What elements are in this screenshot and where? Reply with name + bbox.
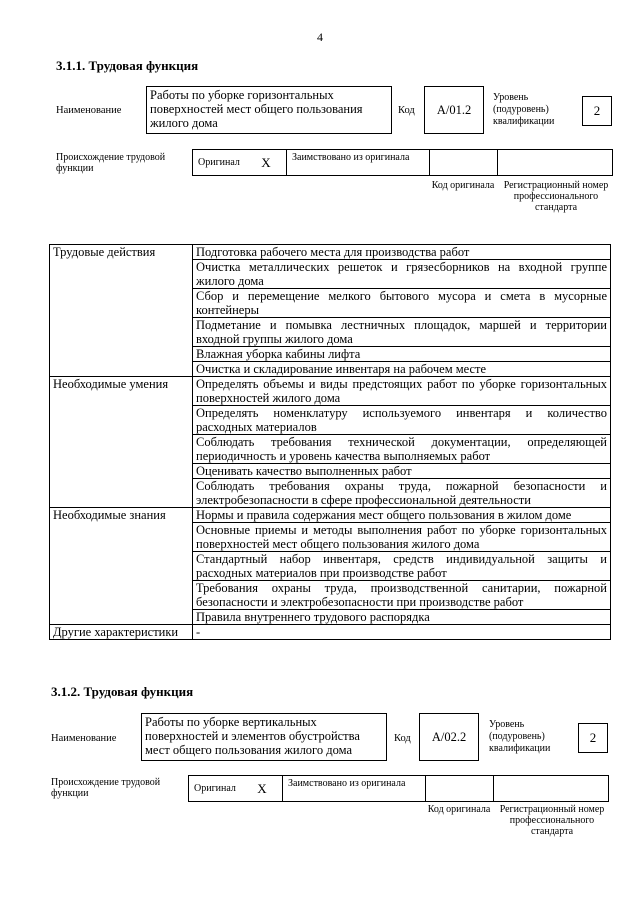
table-row [50,377,611,406]
table-row [50,508,611,523]
table-cell-item: Правила внутреннего трудового распорядка [193,610,611,625]
table-cell-item: Требования охраны труда, производственной санитарии, пожарной безопасности и электробезопасности при производстве работ [193,581,611,610]
row-group-label: Трудовые действия [50,245,193,377]
table-cell-item: - [193,625,611,640]
table-cell-item: Оценивать качество выполненных работ [193,464,611,479]
origin-table [192,149,613,176]
table-cell-item: Подметание и помывка лестничных площадок, маршей и территории входной группы жилого дома [193,318,611,347]
origin-table [188,775,609,802]
original-label: Оригинал [198,157,240,168]
page-number: 4 [317,30,323,44]
section-title: 3.1.1. Трудовая функция [56,58,199,73]
table-cell-item: Определять номенклатуру используемого инвентаря и количество расходных материалов [193,406,611,435]
table-cell-item: Очистка и складирование инвентаря на рабочем месте [193,362,611,377]
original-mark: X [257,780,267,796]
table-row [50,245,611,260]
table-cell-item: Соблюдать требования технической документации, определяющей периодичность и уровень качества выполняемых работ [193,435,611,464]
table-cell-item: Соблюдать требования охраны труда, пожарной безопасности и электробезопасности в сфере профессиональной деятельности [193,479,611,508]
table-cell-item: Стандартный набор инвентаря, средств индивидуальной защиты и расходных материалов при производстве работ [193,552,611,581]
name-label: Наименование [56,104,122,116]
level-box: 2 [578,723,608,753]
name-label: Наименование [51,732,117,744]
original-mark: X [261,154,271,170]
table-cell-item: Сбор и перемещение мелкого бытового мусора и смета в мусорные контейнеры [193,289,611,318]
table-cell-item: Основные приемы и методы выполнения работ по уборке горизонтальных поверхностей мест общего пользования жилого дома [193,523,611,552]
reg-number-label: Регистрационный номер профессионального стандарта [499,804,605,837]
level-box: 2 [582,96,612,126]
table-cell-item: Очистка металлических решеток и грязесборников на входной группе жилого дома [193,260,611,289]
table-cell-item: Определять объемы и виды предстоящих работ по уборке горизонтальных поверхностей жилого дома [193,377,611,406]
table-cell-item: Нормы и правила содержания мест общего пользования в жилом доме [193,508,611,523]
row-group-label: Необходимые умения [50,377,193,508]
table-row [50,625,611,640]
function-name-box: Работы по уборке вертикальных поверхностей и элементов обустройства мест общего пользования жилого дома [141,713,387,761]
code-box: A/01.2 [424,86,484,134]
code-label: Код [398,104,415,116]
table-cell-item: Подготовка рабочего места для производства работ [193,245,611,260]
code-original-label: Код оригинала [427,804,491,815]
row-group-label: Необходимые знания [50,508,193,625]
function-name-box: Работы по уборке горизонтальных поверхностей мест общего пользования жилого дома [146,86,392,134]
level-label: Уровень (подуровень) квалификации [493,92,555,127]
labor-function-table [49,244,611,640]
borrowed-label: Заимствовано из оригинала [292,152,410,163]
level-label: Уровень (подуровень) квалификации [489,719,551,754]
code-label: Код [394,732,411,744]
origin-label: Происхождение трудовой функции [56,152,166,174]
borrowed-label: Заимствовано из оригинала [288,778,406,789]
row-group-label: Другие характеристики [50,625,193,640]
table-cell-item: Влажная уборка кабины лифта [193,347,611,362]
section-title: 3.1.2. Трудовая функция [51,684,194,699]
origin-label: Происхождение трудовой функции [51,777,161,799]
original-label: Оригинал [194,783,236,794]
reg-number-label: Регистрационный номер профессионального стандарта [503,180,609,213]
code-box: A/02.2 [419,713,479,761]
code-original-label: Код оригинала [431,180,495,191]
